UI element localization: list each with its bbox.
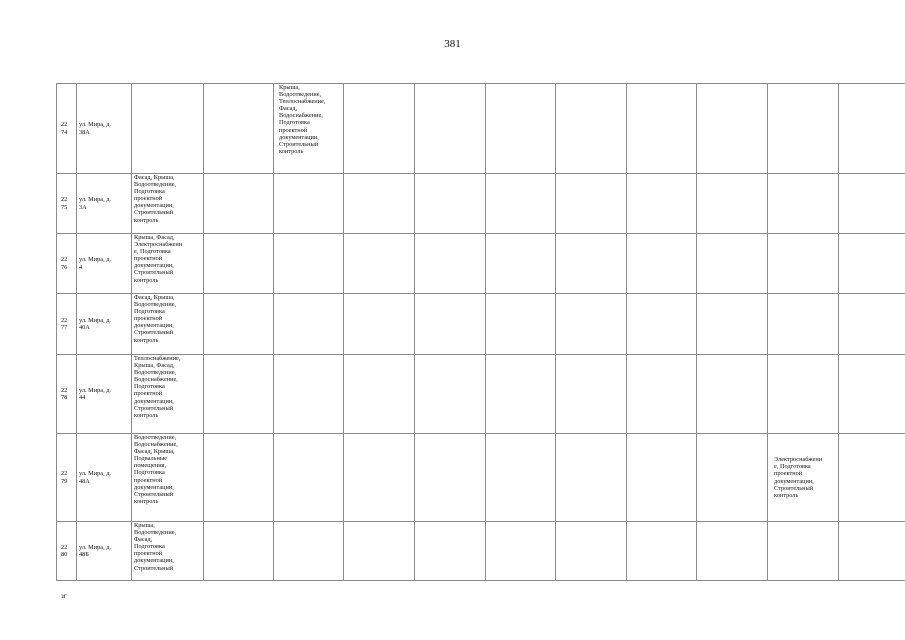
empty-cell [344, 174, 415, 234]
table-row [57, 522, 905, 581]
table-row [57, 84, 905, 174]
row-number: 22 78 [57, 355, 77, 434]
works-cell [274, 434, 344, 522]
empty-cell [627, 434, 697, 522]
works-cell [768, 294, 839, 355]
address-cell: ул. Мира, д. 38А [77, 84, 132, 174]
address-cell: ул. Мира, д. 48Б [77, 522, 132, 581]
empty-cell [204, 84, 274, 174]
address-cell: ул. Мира, д. 48А [77, 434, 132, 522]
works-cell: Теплоснабжение, Крыша, Фасад, Водоотведение, Водоснабжение, Подготовка проектной документации, Строительный контроль [132, 355, 204, 434]
empty-cell [415, 434, 486, 522]
empty-cell [415, 174, 486, 234]
empty-cell [839, 355, 905, 434]
empty-cell [556, 84, 627, 174]
table-row [57, 234, 905, 294]
empty-cell [344, 355, 415, 434]
empty-cell [556, 522, 627, 581]
empty-cell [697, 84, 768, 174]
address-cell: ул. Мира, д. 40А [77, 294, 132, 355]
empty-cell [627, 84, 697, 174]
empty-cell [697, 522, 768, 581]
works-cell [274, 294, 344, 355]
empty-cell [627, 522, 697, 581]
address-cell: ул. Мира, д. 4 [77, 234, 132, 294]
works-cell: Фасад, Крыша, Водоотведение, Подготовка проектной документации, Строительный контроль [132, 174, 204, 234]
table-row [57, 174, 905, 234]
works-cell: Водоотведение, Водоснабжение, Фасад, Крыша, Подвальные помещения, Подготовка проектной документации, Строительный контроль [132, 434, 204, 522]
row-number: 22 77 [57, 294, 77, 355]
empty-cell [839, 522, 905, 581]
address-cell: ул. Мира, д. 44 [77, 355, 132, 434]
empty-cell [697, 355, 768, 434]
empty-cell [556, 294, 627, 355]
empty-cell [627, 234, 697, 294]
row-number: 22 75 [57, 174, 77, 234]
address-cell: ул. Мира, д. 3А [77, 174, 132, 234]
empty-cell [486, 434, 556, 522]
works-cell: Фасад, Крыша, Водоотведение, Подготовка проектной документации, Строительный контроль [132, 294, 204, 355]
works-cell: Электроснабжени е, Подготовка проектной документации, Строительный контроль [768, 434, 839, 522]
empty-cell [415, 522, 486, 581]
empty-cell [556, 234, 627, 294]
empty-cell [697, 434, 768, 522]
footer-mark: зг [61, 592, 67, 600]
works-cell [274, 522, 344, 581]
works-cell [274, 174, 344, 234]
empty-cell [697, 174, 768, 234]
table-row [57, 355, 905, 434]
empty-cell [627, 355, 697, 434]
works-cell [768, 84, 839, 174]
works-cell [274, 355, 344, 434]
empty-cell [486, 294, 556, 355]
empty-cell [486, 355, 556, 434]
row-number: 22 79 [57, 434, 77, 522]
empty-cell [556, 434, 627, 522]
works-cell [768, 234, 839, 294]
empty-cell [344, 84, 415, 174]
empty-cell [839, 434, 905, 522]
empty-cell [556, 174, 627, 234]
empty-cell [839, 174, 905, 234]
empty-cell [204, 234, 274, 294]
empty-cell [204, 522, 274, 581]
works-table [56, 83, 905, 581]
empty-cell [697, 294, 768, 355]
empty-cell [556, 355, 627, 434]
works-cell [274, 234, 344, 294]
empty-cell [344, 234, 415, 294]
empty-cell [204, 434, 274, 522]
empty-cell [486, 84, 556, 174]
empty-cell [344, 522, 415, 581]
empty-cell [486, 234, 556, 294]
empty-cell [415, 84, 486, 174]
empty-cell [204, 174, 274, 234]
works-cell: Крыша, Фасад, Электроснабжени е, Подготовка проектной документации, Строительный контроль [132, 234, 204, 294]
works-cell: Крыша, Водоотведение, Теплоснабжение, Фасад, Водоснабжение, Подготовка проектной документации, Строительный контроль [274, 84, 344, 174]
empty-cell [839, 234, 905, 294]
table-row [57, 294, 905, 355]
empty-cell [486, 174, 556, 234]
empty-cell [486, 522, 556, 581]
works-cell [768, 355, 839, 434]
empty-cell [204, 294, 274, 355]
table-row [57, 434, 905, 522]
row-number: 22 74 [57, 84, 77, 174]
empty-cell [415, 355, 486, 434]
page-number: 381 [444, 38, 461, 50]
row-number: 22 76 [57, 234, 77, 294]
empty-cell [344, 294, 415, 355]
empty-cell [627, 174, 697, 234]
works-cell: Крыша, Водоотведение, Фасад, Подготовка проектной документации, Строительный [132, 522, 204, 581]
empty-cell [627, 294, 697, 355]
empty-cell [839, 84, 905, 174]
empty-cell [415, 234, 486, 294]
empty-cell [697, 234, 768, 294]
works-cell [132, 84, 204, 174]
empty-cell [839, 294, 905, 355]
works-cell [768, 522, 839, 581]
row-number: 22 80 [57, 522, 77, 581]
empty-cell [344, 434, 415, 522]
works-cell [768, 174, 839, 234]
empty-cell [415, 294, 486, 355]
empty-cell [204, 355, 274, 434]
